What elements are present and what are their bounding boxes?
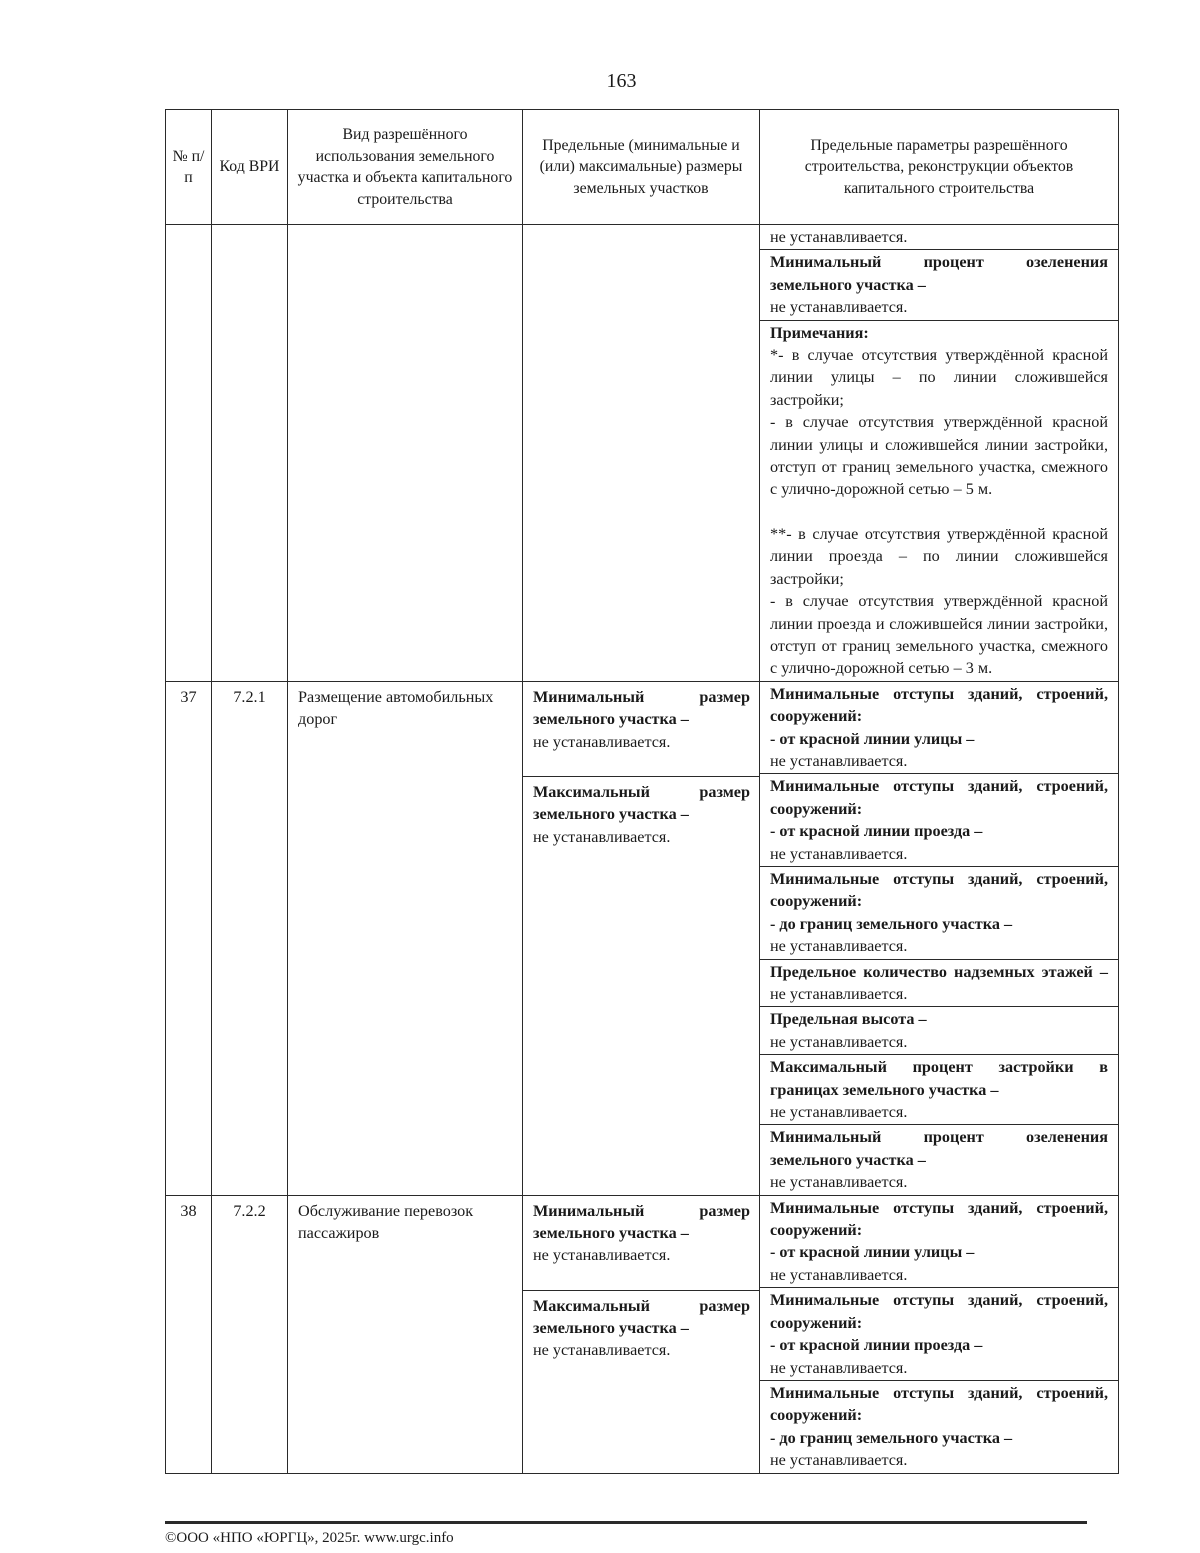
row-number: 37 bbox=[166, 681, 212, 1195]
cell-size bbox=[523, 681, 760, 1195]
param-line: - от красной линии проезда – bbox=[770, 822, 983, 841]
notes-title: Примечания: bbox=[770, 323, 869, 342]
min-size-value: не устанавливается. bbox=[533, 732, 671, 751]
row-number: 38 bbox=[166, 1195, 212, 1473]
param-line: - до границ земельного участка – bbox=[770, 914, 1013, 933]
param-block bbox=[760, 682, 1118, 775]
param-value: не устанавливается. bbox=[770, 1103, 908, 1122]
param-block bbox=[760, 1196, 1118, 1289]
param-value: не устанавливается. bbox=[770, 228, 908, 246]
min-size-value: не устанавливается. bbox=[533, 1246, 671, 1265]
notes-block bbox=[760, 321, 1118, 681]
param-value: не устанавливается. bbox=[770, 985, 908, 1003]
cell-params bbox=[760, 681, 1119, 1195]
param-line: - от красной линии улицы – bbox=[770, 729, 975, 748]
param-block bbox=[760, 1007, 1118, 1055]
table-row-continued bbox=[166, 225, 1119, 682]
table-header-row bbox=[166, 110, 1119, 225]
note-text: - в случае отсутствия утверждённой красной линии улицы и сложившейся линии застройки, отступ от границ земельного участка, смежного с улично-дорожной сетью – 5 м. bbox=[770, 413, 1108, 499]
page-number: 163 bbox=[606, 70, 637, 92]
min-size-title: Минимальный размер земельного участка – bbox=[533, 687, 750, 729]
param-block bbox=[760, 225, 1118, 250]
param-line: - от красной линии проезда – bbox=[770, 1336, 983, 1355]
max-size-title: Максимальный размер земельного участка – bbox=[533, 1296, 750, 1338]
max-size-block bbox=[523, 777, 759, 848]
header-code: Код ВРИ bbox=[212, 110, 288, 225]
min-size-block bbox=[523, 1196, 759, 1291]
row-code: 7.2.2 bbox=[212, 1195, 288, 1473]
param-value: не устанавливается. bbox=[770, 937, 908, 956]
param-block bbox=[760, 867, 1118, 960]
header-name: Вид разрешённого использования земельного участка и объекта капитального строительства bbox=[288, 110, 523, 225]
param-title: Минимальные отступы зданий, строений, сооружений: bbox=[770, 684, 1108, 726]
param-value: не устанавливается. bbox=[770, 751, 908, 770]
param-value: не устанавливается. bbox=[770, 1032, 908, 1051]
param-title: Минимальные отступы зданий, строений, сооружений: bbox=[770, 1291, 1108, 1332]
param-title: Максимальный процент застройки в границах земельного участка – bbox=[770, 1058, 1108, 1099]
regulations-table bbox=[165, 109, 1119, 1474]
param-block bbox=[760, 1381, 1118, 1473]
param-block bbox=[760, 1055, 1118, 1125]
cell-code-empty bbox=[212, 225, 288, 682]
header-params: Предельные параметры разрешённого строительства, реконструкции объектов капитального строительства bbox=[760, 110, 1119, 225]
param-value: не устанавливается. bbox=[770, 1265, 908, 1284]
max-size-title: Максимальный размер земельного участка – bbox=[533, 782, 750, 824]
cell-params bbox=[760, 225, 1119, 682]
param-title: Минимальный процент озеленения земельного участка – bbox=[770, 1128, 1108, 1169]
param-block bbox=[760, 1288, 1118, 1381]
param-title: Минимальные отступы зданий, строений, сооружений: bbox=[770, 1198, 1108, 1240]
footer-copyright: ©ООО «НПО «ЮРГЦ», 2025г. www.urgc.info bbox=[165, 1530, 454, 1546]
cell-name-empty bbox=[288, 225, 523, 682]
header-num: № п/п bbox=[166, 110, 212, 225]
param-value: не устанавливается. bbox=[770, 844, 908, 863]
note-text: **- в случае отсутствия утверждённой красной линии проезда – по линии сложившейся застройки; bbox=[770, 524, 1108, 588]
min-size-block bbox=[523, 682, 759, 777]
param-value: не устанавливается. bbox=[770, 1173, 908, 1192]
param-block bbox=[760, 1125, 1118, 1194]
cell-size-empty bbox=[523, 225, 760, 682]
param-value: не устанавливается. bbox=[770, 298, 908, 317]
row-name: Обслуживание перевозок пассажиров bbox=[288, 1195, 523, 1473]
note-text: *- в случае отсутствия утверждённой красной линии улицы – по линии сложившейся застройки; bbox=[770, 346, 1108, 409]
param-block bbox=[760, 774, 1118, 867]
param-title: Минимальные отступы зданий, строений, сооружений: bbox=[770, 869, 1108, 911]
cell-params bbox=[760, 1195, 1119, 1473]
table-row bbox=[166, 1195, 1119, 1473]
row-name: Размещение автомобильных дорог bbox=[288, 681, 523, 1195]
max-size-block bbox=[523, 1291, 759, 1362]
footer-divider bbox=[165, 1521, 1087, 1524]
param-line: - до границ земельного участка – bbox=[770, 1428, 1013, 1447]
param-value: не устанавливается. bbox=[770, 1358, 908, 1377]
param-block-greening bbox=[760, 250, 1118, 320]
param-value: не устанавливается. bbox=[770, 1451, 908, 1470]
max-size-value: не устанавливается. bbox=[533, 827, 671, 846]
param-line: - от красной линии улицы – bbox=[770, 1243, 975, 1262]
min-size-title: Минимальный размер земельного участка – bbox=[533, 1201, 750, 1243]
header-size: Предельные (минимальные и (или) максимальные) размеры земельных участков bbox=[523, 110, 760, 225]
param-title: Минимальный процент озеленения земельного участка – bbox=[770, 253, 1108, 294]
param-title: Предельное количество надземных этажей – bbox=[770, 962, 1108, 981]
row-code: 7.2.1 bbox=[212, 681, 288, 1195]
cell-num-empty bbox=[166, 225, 212, 682]
cell-size bbox=[523, 1195, 760, 1473]
note-text: - в случае отсутствия утверждённой красной линии проезда и сложившейся линии застройки, отступ от границ земельного участка, смежного с улично-дорожной сетью – 3 м. bbox=[770, 592, 1108, 678]
max-size-value: не устанавливается. bbox=[533, 1341, 671, 1360]
param-block bbox=[760, 960, 1118, 1008]
param-title: Минимальные отступы зданий, строений, сооружений: bbox=[770, 1383, 1108, 1425]
table-row bbox=[166, 681, 1119, 1195]
param-title: Предельная высота – bbox=[770, 1010, 927, 1029]
param-title: Минимальные отступы зданий, строений, сооружений: bbox=[770, 777, 1108, 818]
